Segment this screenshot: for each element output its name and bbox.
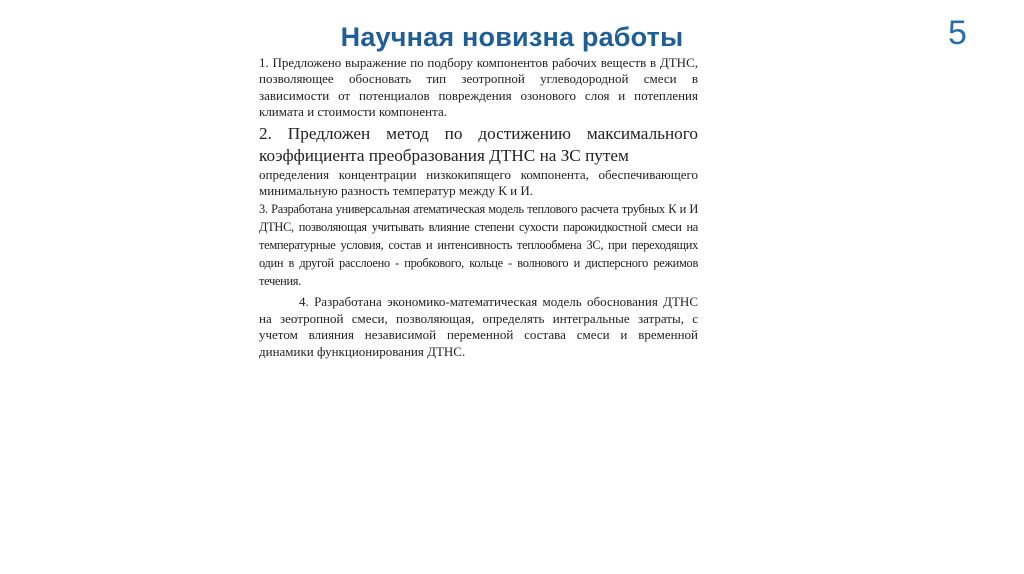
novelty-item-4: 4. Разработана экономико-математическая модель обоснования ДТНС на зеотропной смеси, позволяющая, определять интегральные затраты, с учетом влияния независимой переменной состава смеси и временной динамики функционирования ДТНС.	[259, 294, 698, 359]
novelty-item-2-lead: 2. Предложен метод по достижению максимального коэффициента преобразования ДТНС на ЗС путем	[259, 123, 698, 165]
novelty-list	[259, 55, 698, 360]
slide-title: Научная новизна работы	[340, 22, 684, 52]
novelty-item-1: 1. Предложено выражение по подбору компонентов рабочих веществ в ДТНС, позволяющее обосновать тип зеотропной углеводородной смеси в зависимости от потенциалов повреждения озонового слоя и потепления климата и стоимости компонента.	[259, 55, 698, 120]
novelty-item-3: 3. Разработана универсальная атематическая модель теплового расчета трубных К и И ДТНС, позволяющая учитывать влияние степени сухости парожидкостной смеси на температурные условия, состав и интенсивность теплообмена ЗС, при переходящих один в другой расслоено - пробкового, кольце - волнового и дисперсного режимов течения.	[259, 202, 698, 289]
novelty-item-2-rest: определения концентрации низкокипящего компонента, обеспечивающего минимальную разность температур между К и И.	[259, 166, 698, 199]
slide-number: 5	[948, 14, 967, 52]
